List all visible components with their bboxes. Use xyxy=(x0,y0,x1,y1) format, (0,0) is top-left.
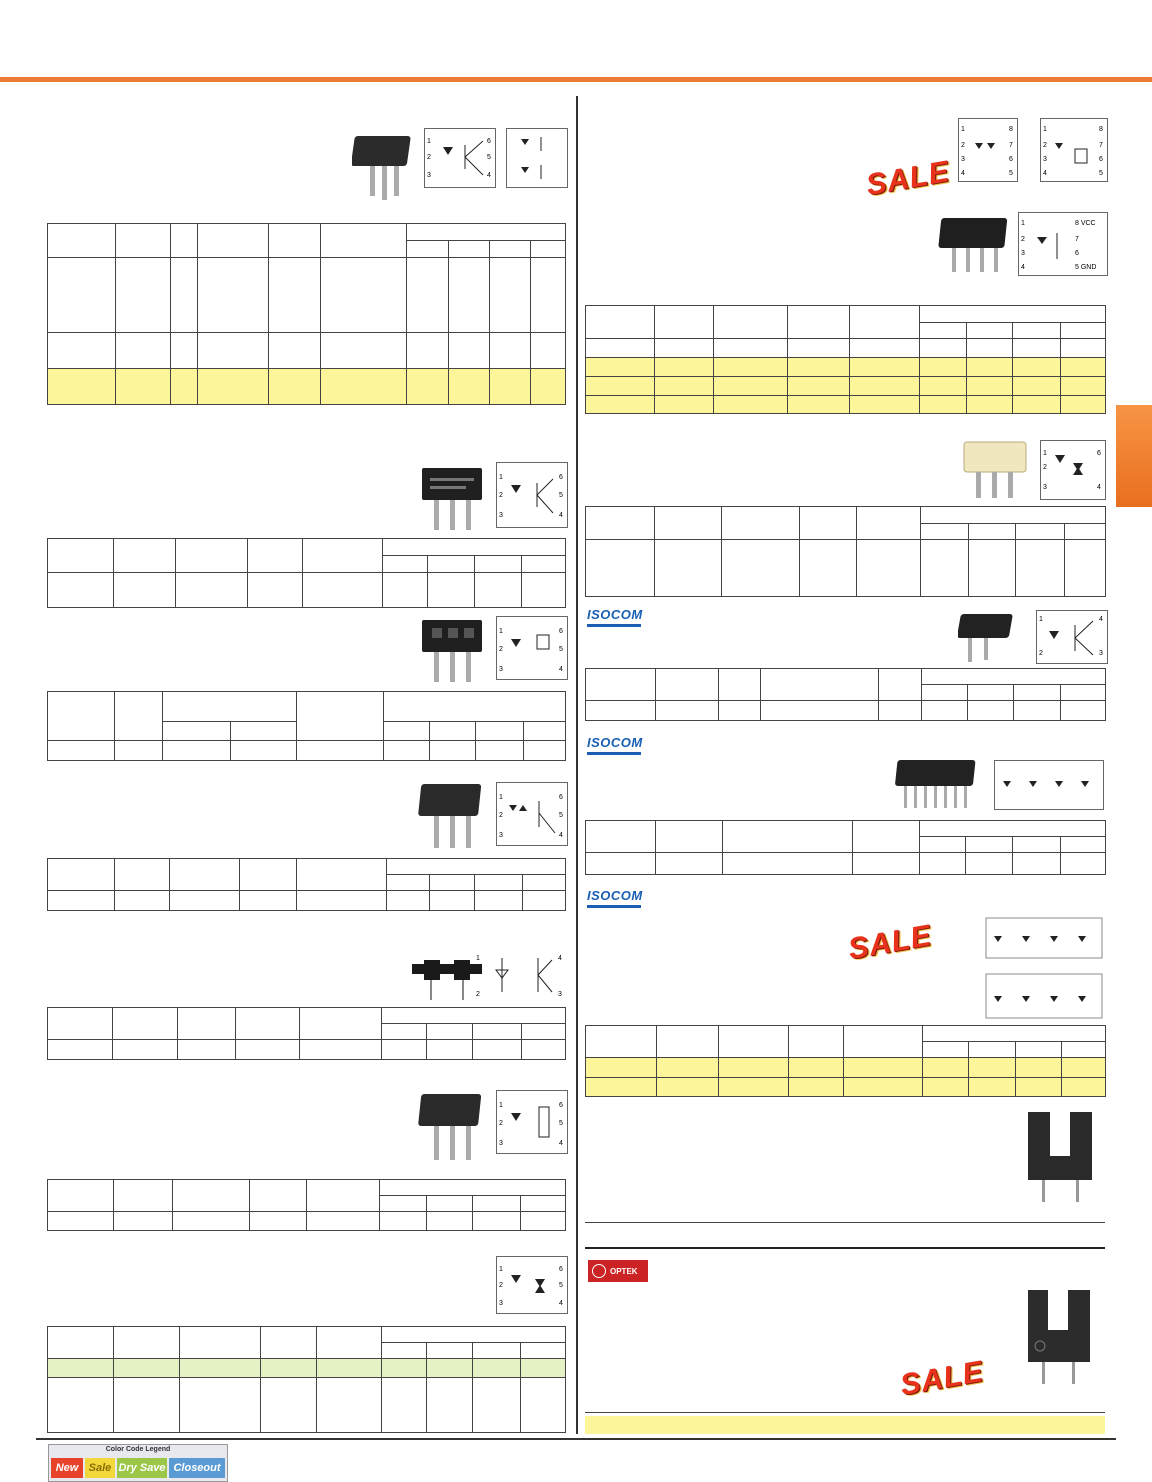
svg-text:4: 4 xyxy=(559,1140,563,1147)
legend-closeout: Closeout xyxy=(169,1458,225,1478)
svg-text:4: 4 xyxy=(1097,484,1101,491)
svg-text:1: 1 xyxy=(499,1266,503,1273)
legend-sale: Sale xyxy=(85,1458,115,1478)
spec-table-10 xyxy=(585,668,1106,721)
spec-table-6 xyxy=(47,1179,566,1231)
eight-pin-schematic-icon xyxy=(1040,118,1108,182)
sale-badge: SALE xyxy=(897,1354,987,1403)
svg-text:4: 4 xyxy=(487,172,491,179)
svg-text:1: 1 xyxy=(476,955,480,962)
svg-text:2: 2 xyxy=(499,1120,503,1127)
svg-text:4: 4 xyxy=(1021,264,1025,271)
optocoupler-schematic-icon xyxy=(496,616,568,680)
svg-text:2: 2 xyxy=(499,812,503,819)
vcc-schematic-icon xyxy=(1018,212,1108,276)
svg-text:3: 3 xyxy=(558,991,562,998)
sale-highlight-row xyxy=(585,1416,1105,1434)
svg-text:1: 1 xyxy=(1043,126,1047,133)
svg-text:3: 3 xyxy=(499,1140,503,1147)
svg-text:2: 2 xyxy=(499,1282,503,1289)
column-divider xyxy=(576,96,578,1434)
svg-text:6: 6 xyxy=(1097,450,1101,457)
svg-text:1: 1 xyxy=(961,126,965,133)
photo-interrupter-schematic-icon xyxy=(472,950,566,1000)
svg-text:1: 1 xyxy=(499,474,503,481)
legend-new: New xyxy=(51,1458,83,1478)
spec-table-5 xyxy=(47,1007,566,1060)
dip6-package-icon xyxy=(960,436,1032,500)
spec-table-7 xyxy=(47,1326,566,1433)
svg-text:4: 4 xyxy=(1099,616,1103,623)
sale-badge: SALE xyxy=(845,918,935,967)
optocoupler-schematic-icon xyxy=(424,128,496,188)
isocom-logo: ISOCOM xyxy=(587,736,641,760)
svg-text:3: 3 xyxy=(961,156,965,163)
svg-text:6: 6 xyxy=(559,1102,563,1109)
svg-text:5: 5 xyxy=(1009,170,1013,177)
spec-table-1 xyxy=(47,223,566,405)
multi-channel-schematic-icon xyxy=(984,916,1104,1020)
section-rule xyxy=(585,1222,1105,1223)
svg-text:6: 6 xyxy=(1009,156,1013,163)
dip6-package-icon xyxy=(418,1088,488,1164)
svg-text:5: 5 xyxy=(1099,170,1103,177)
svg-text:1: 1 xyxy=(427,138,431,145)
svg-text:2: 2 xyxy=(1043,464,1047,471)
legend-dry-save: Dry Save xyxy=(117,1458,167,1478)
slot-sensor-icon xyxy=(1026,1290,1092,1386)
isocom-logo: ISOCOM xyxy=(587,889,641,913)
svg-text:1: 1 xyxy=(499,1102,503,1109)
svg-text:4: 4 xyxy=(961,170,965,177)
svg-text:6: 6 xyxy=(1099,156,1103,163)
svg-text:2: 2 xyxy=(1021,236,1025,243)
svg-text:5 GND: 5 GND xyxy=(1075,264,1097,271)
svg-text:4: 4 xyxy=(1043,170,1047,177)
dip6-package-icon xyxy=(418,778,488,850)
dip4-package-icon xyxy=(958,608,1020,664)
svg-text:2: 2 xyxy=(1043,142,1047,149)
svg-text:5: 5 xyxy=(487,154,491,161)
svg-text:5: 5 xyxy=(559,492,563,499)
svg-text:7: 7 xyxy=(1075,236,1079,243)
spec-table-4 xyxy=(47,858,566,911)
legend-title: Color Code Legend xyxy=(105,1446,171,1453)
footer-rule xyxy=(36,1438,1116,1440)
svg-text:2: 2 xyxy=(961,142,965,149)
svg-text:3: 3 xyxy=(499,512,503,519)
svg-text:3: 3 xyxy=(427,172,431,179)
sale-badge: SALE xyxy=(863,154,953,203)
dip16-package-icon xyxy=(894,756,980,812)
dip8-package-icon xyxy=(938,212,1012,274)
quad-optocoupler-schematic-icon xyxy=(994,760,1104,810)
spec-table-3 xyxy=(47,691,566,761)
spec-table-9 xyxy=(585,506,1106,597)
svg-text:2: 2 xyxy=(1039,650,1043,657)
svg-text:5: 5 xyxy=(559,1120,563,1127)
svg-text:1: 1 xyxy=(499,794,503,801)
dual-optocoupler-schematic-icon xyxy=(506,128,568,188)
svg-text:5: 5 xyxy=(559,646,563,653)
svg-text:7: 7 xyxy=(1009,142,1013,149)
triac-optocoupler-schematic-icon xyxy=(496,1256,568,1314)
section-rule xyxy=(585,1412,1105,1413)
svg-text:8: 8 xyxy=(1099,126,1103,133)
svg-text:8 VCC: 8 VCC xyxy=(1075,220,1096,227)
svg-text:3: 3 xyxy=(1043,156,1047,163)
isocom-logo: ISOCOM xyxy=(587,608,641,632)
spec-table-2 xyxy=(47,538,566,608)
slot-sensor-icon xyxy=(1026,1112,1094,1204)
spec-table-8 xyxy=(585,305,1106,414)
triac-optocoupler-schematic-icon xyxy=(1040,440,1106,500)
svg-text:4: 4 xyxy=(559,512,563,519)
svg-text:2: 2 xyxy=(499,492,503,499)
svg-text:6: 6 xyxy=(559,1266,563,1273)
svg-text:1: 1 xyxy=(1039,616,1043,623)
dip6-package-icon xyxy=(418,614,488,686)
svg-text:4: 4 xyxy=(559,666,563,673)
svg-text:3: 3 xyxy=(499,1300,503,1307)
svg-text:6: 6 xyxy=(1075,250,1079,257)
color-code-legend xyxy=(48,1444,228,1482)
svg-text:1: 1 xyxy=(1043,450,1047,457)
svg-text:3: 3 xyxy=(499,832,503,839)
svg-text:2: 2 xyxy=(499,646,503,653)
spec-table-12 xyxy=(585,1025,1106,1097)
optocoupler-schematic-icon xyxy=(496,782,568,846)
svg-text:2: 2 xyxy=(427,154,431,161)
svg-text:4: 4 xyxy=(559,832,563,839)
spec-table-11 xyxy=(585,820,1106,875)
eight-pin-schematic-icon xyxy=(958,118,1018,182)
svg-text:6: 6 xyxy=(559,794,563,801)
svg-text:5: 5 xyxy=(559,1282,563,1289)
svg-text:1: 1 xyxy=(1021,220,1025,227)
svg-text:3: 3 xyxy=(1099,650,1103,657)
svg-text:8: 8 xyxy=(1009,126,1013,133)
svg-text:6: 6 xyxy=(559,474,563,481)
svg-text:5: 5 xyxy=(559,812,563,819)
section-rule xyxy=(585,1247,1105,1249)
four-pin-schematic-icon xyxy=(1036,610,1108,664)
dip6-package-icon xyxy=(418,462,488,534)
dip6-package-icon xyxy=(352,128,418,204)
svg-text:3: 3 xyxy=(1021,250,1025,257)
svg-text:2: 2 xyxy=(476,991,480,998)
optocoupler-schematic-icon xyxy=(496,462,568,528)
svg-text:3: 3 xyxy=(499,666,503,673)
svg-text:4: 4 xyxy=(559,1300,563,1307)
optek-logo: OPTEK xyxy=(588,1260,648,1282)
svg-text:7: 7 xyxy=(1099,142,1103,149)
optocoupler-schematic-icon xyxy=(496,1090,568,1154)
svg-text:3: 3 xyxy=(1043,484,1047,491)
svg-text:4: 4 xyxy=(558,955,562,962)
header-orange-rule xyxy=(0,77,1152,82)
svg-text:6: 6 xyxy=(559,628,563,635)
svg-text:6: 6 xyxy=(487,138,491,145)
section-side-tab xyxy=(1116,405,1152,507)
svg-text:1: 1 xyxy=(499,628,503,635)
